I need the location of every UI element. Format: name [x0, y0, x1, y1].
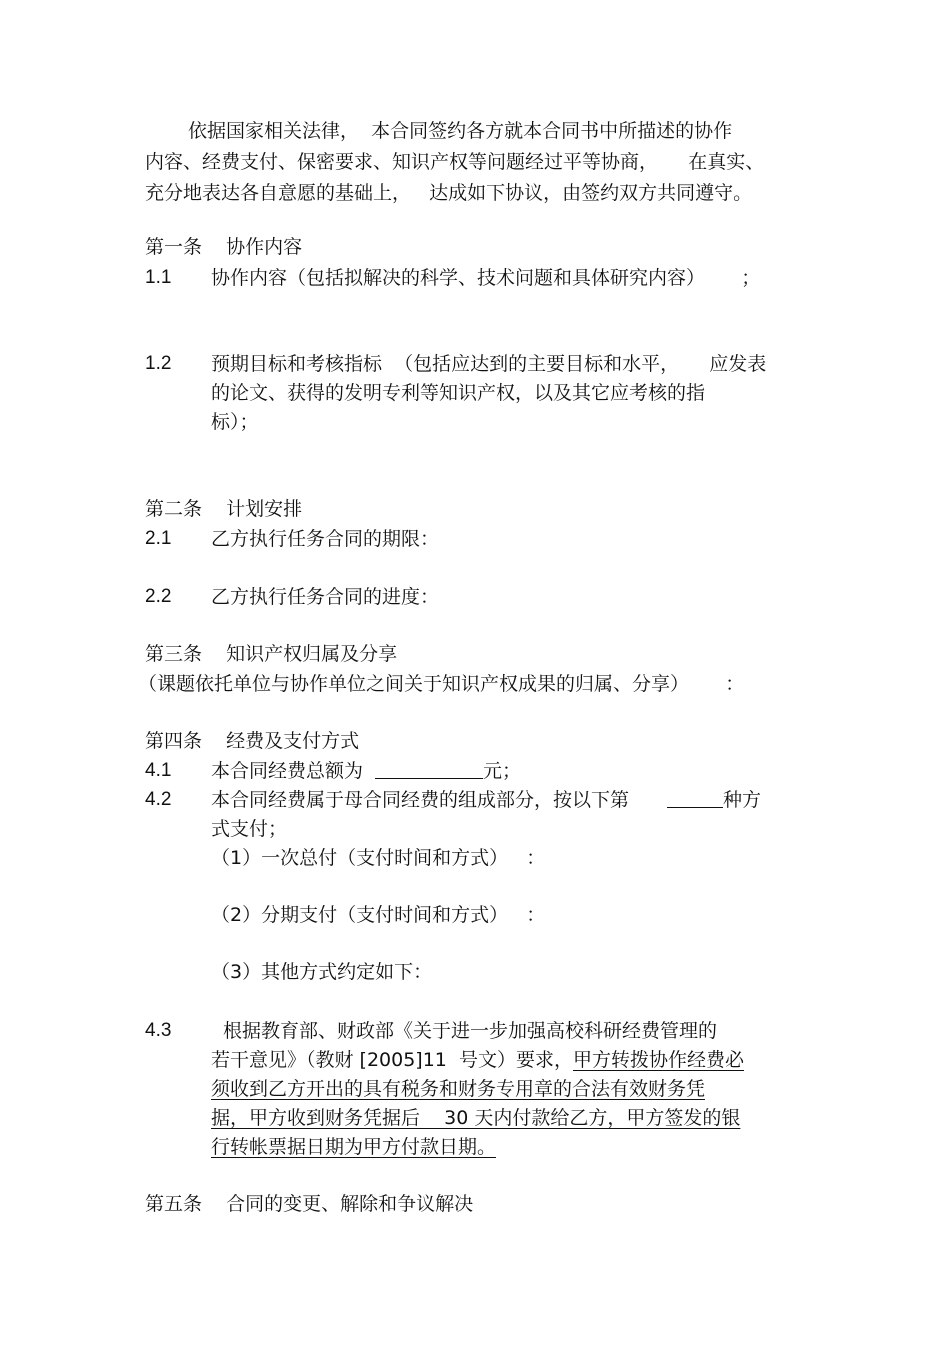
clause-2-1-number: 2.1 — [145, 528, 172, 549]
intro-line-1: 依据国家相关法律， 本合同签约各方就本合同书中所描述的协作 — [188, 120, 733, 142]
clause-4-2-number: 4.2 — [145, 789, 172, 810]
clause-1-2-number: 1.2 — [145, 353, 172, 374]
clause-4-3-line-5: 行转帐票据日期为甲方付款日期。 — [211, 1136, 497, 1158]
amount-blank — [375, 760, 483, 779]
clause-4-3-line-2-plain: 若干意见》（教财 [2005]11 号文）要求， — [211, 1049, 573, 1071]
clause-4-3-line-1: 根据教育部、财政部《关于进一步加强高校科研经费管理的 — [223, 1020, 718, 1042]
clause-4-1-line — [211, 759, 521, 783]
clause-4-1-number: 4.1 — [145, 760, 172, 781]
clause-1-2-line-1: 预期目标和考核指标 （包括应达到的主要目标和水平， 应发表 — [211, 353, 767, 375]
clause-2-2-text: 乙方执行任务合同的进度： — [211, 586, 440, 608]
clause-4-3-line-2-underlined: 甲方转拨协作经费必 — [572, 1049, 744, 1071]
clause-1-2-line-2: 的论文、获得的发明专利等知识产权，以及其它应考核的指 — [211, 382, 706, 404]
article-5-title: 第五条 合同的变更、解除和争议解决 — [145, 1193, 474, 1215]
intro-line-3: 充分地表达各自意愿的基础上， 达成如下协议，由签约双方共同遵守。 — [145, 182, 753, 204]
clause-1-1-text: 协作内容（包括拟解决的科学、技术问题和具体研究内容） ； — [211, 267, 761, 289]
payment-option-1: （1）一次总付（支付时间和方式） ： — [211, 847, 546, 869]
intro-line-2: 内容、经费支付、保密要求、知识产权等问题经过平等协商， 在真实、 — [145, 151, 765, 173]
clause-4-3-number: 4.3 — [145, 1020, 172, 1041]
clause-4-3-line-3: 须收到乙方开出的具有税务和财务专用章的合法有效财务凭 — [211, 1078, 706, 1100]
article-3-title: 第三条 知识产权归属及分享 — [145, 643, 398, 665]
clause-4-2-text: 本合同经费属于母合同经费的组成部分，按以下第 — [211, 789, 630, 811]
clause-4-1-unit: 元； — [483, 760, 522, 782]
article-2-title: 第二条 计划安排 — [145, 498, 303, 520]
clause-4-2-line-1 — [211, 788, 761, 812]
clause-4-3-line-2 — [211, 1048, 744, 1072]
payment-option-2: （2）分期支付（支付时间和方式） ： — [211, 904, 546, 926]
clause-4-1-text: 本合同经费总额为 — [211, 760, 364, 782]
clause-2-1-text: 乙方执行任务合同的期限： — [211, 528, 440, 550]
article-1-title: 第一条 协作内容 — [145, 236, 303, 258]
clause-1-2-line-3: 标）； — [211, 411, 259, 433]
article-3-note: （课题依托单位与协作单位之间关于知识产权成果的归属、分享） ： — [138, 673, 745, 695]
clause-1-1-number: 1.1 — [145, 267, 172, 288]
article-4-title: 第四条 经费及支付方式 — [145, 730, 360, 752]
payment-option-3: （3）其他方式约定如下： — [211, 961, 433, 983]
clause-4-3-line-4: 据，甲方收到财务凭据后 30 天内付款给乙方，甲方签发的银 — [211, 1107, 741, 1129]
clause-4-2-suffix: 种方 — [723, 789, 762, 811]
clause-4-2-line-2: 式支付； — [211, 818, 288, 840]
method-blank — [667, 789, 723, 808]
clause-2-2-number: 2.2 — [145, 586, 172, 607]
